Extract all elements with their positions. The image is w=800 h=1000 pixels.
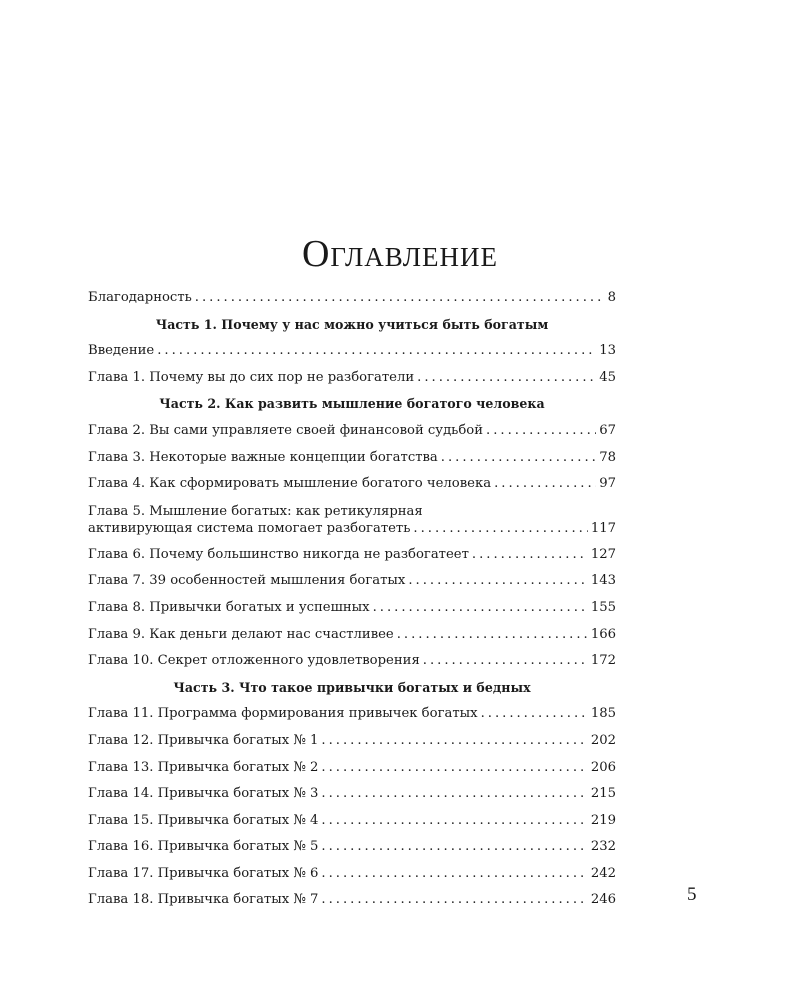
toc-entry-label: Глава 13. Привычка богатых № 2 bbox=[88, 759, 319, 775]
part-heading: Часть 3. Что такое привычки богатых и бедных bbox=[173, 679, 531, 695]
toc-entry-label: Глава 2. Вы сами управляете своей финансовой судьбой bbox=[88, 422, 484, 438]
toc-entry-label: Глава 12. Привычка богатых № 1 bbox=[88, 732, 319, 748]
toc-page-number: 45 bbox=[599, 369, 616, 385]
toc-entry[interactable] bbox=[88, 418, 616, 445]
toc-entry[interactable] bbox=[88, 728, 616, 755]
toc-entry-label: Глава 6. Почему большинство никогда не разбогатеет bbox=[88, 546, 469, 562]
toc-page-number: 13 bbox=[599, 343, 616, 359]
toc-entry-label: Глава 3. Некоторые важные концепции богатства bbox=[88, 449, 438, 465]
dot-leader bbox=[472, 542, 588, 569]
toc-page-number: 215 bbox=[590, 786, 616, 802]
dot-leader bbox=[195, 285, 605, 312]
toc-entry[interactable] bbox=[88, 338, 616, 365]
dot-leader bbox=[321, 728, 587, 755]
toc-page-number: 117 bbox=[590, 520, 616, 536]
toc-page-number: 8 bbox=[607, 290, 616, 305]
toc-entry-label: Глава 17. Привычка богатых № 6 bbox=[88, 865, 319, 881]
page-title: Оглавление bbox=[301, 233, 499, 275]
toc-entry-label: Глава 15. Привычка богатых № 4 bbox=[88, 812, 319, 828]
toc-entry[interactable] bbox=[88, 542, 616, 569]
toc-entry-label: Введение bbox=[88, 343, 155, 359]
dot-leader bbox=[494, 471, 596, 498]
dot-leader bbox=[408, 568, 587, 595]
toc-entry[interactable] bbox=[88, 887, 616, 914]
toc-entry-label: Глава 9. Как деньги делают нас счастливее bbox=[88, 626, 394, 642]
toc-page-number: 206 bbox=[590, 759, 616, 775]
toc-entry-label: Глава 10. Секрет отложенного удовлетворения bbox=[88, 653, 420, 669]
toc-page-number: 155 bbox=[590, 599, 616, 615]
dot-leader bbox=[417, 365, 596, 392]
toc-entry[interactable] bbox=[88, 595, 616, 622]
dot-leader bbox=[321, 861, 587, 888]
toc-page-number: 97 bbox=[599, 476, 616, 492]
toc-page-number: 67 bbox=[599, 422, 616, 438]
toc-entry[interactable] bbox=[88, 471, 616, 498]
toc-entry[interactable] bbox=[88, 365, 616, 392]
dot-leader bbox=[397, 622, 588, 649]
part-heading: Часть 1. Почему у нас можно учиться быть богатым bbox=[155, 316, 549, 332]
dot-leader bbox=[321, 834, 587, 861]
toc-entry[interactable] bbox=[88, 648, 616, 675]
toc-page-number: 246 bbox=[590, 892, 616, 908]
toc-page-number: 242 bbox=[590, 865, 616, 881]
toc-entry-label: Глава 18. Привычка богатых № 7 bbox=[88, 892, 319, 908]
toc-page-number: 143 bbox=[590, 573, 616, 589]
toc-entry-label: Глава 8. Привычки богатых и успешных bbox=[88, 599, 370, 615]
dot-leader bbox=[423, 648, 588, 675]
toc-entry[interactable] bbox=[88, 755, 616, 782]
toc-page-number: 78 bbox=[599, 449, 616, 465]
toc-entry-label: Благодарность bbox=[88, 290, 192, 305]
toc-entry-label: Глава 5. Мышление богатых: как ретикулярная bbox=[88, 503, 423, 519]
dot-leader bbox=[373, 595, 588, 622]
toc-entry-label: активирующая система помогает разбогатеть bbox=[88, 520, 411, 536]
toc-entry-label: Глава 14. Привычка богатых № 3 bbox=[88, 786, 319, 802]
toc-entry[interactable] bbox=[88, 781, 616, 808]
toc-entry[interactable] bbox=[88, 622, 616, 649]
toc-page-number: 202 bbox=[590, 732, 616, 748]
toc-entry[interactable] bbox=[88, 834, 616, 861]
toc-entry[interactable] bbox=[88, 861, 616, 888]
toc-entry[interactable] bbox=[88, 445, 616, 472]
dot-leader bbox=[321, 781, 587, 808]
dot-leader bbox=[157, 338, 596, 365]
dot-leader bbox=[413, 520, 587, 537]
toc-entry[interactable] bbox=[88, 568, 616, 595]
toc-entry[interactable] bbox=[88, 701, 616, 728]
part-heading: Часть 2. Как развить мышление богатого человека bbox=[159, 396, 545, 412]
toc-page-number: 185 bbox=[590, 706, 616, 722]
dot-leader bbox=[441, 445, 596, 472]
page-number: 5 bbox=[687, 884, 697, 905]
table-of-contents bbox=[88, 285, 616, 914]
toc-entry-label: Глава 7. 39 особенностей мышления богатых bbox=[88, 573, 406, 589]
dot-leader bbox=[321, 887, 587, 914]
toc-entry-label: Глава 4. Как сформировать мышление богатого человека bbox=[88, 476, 492, 492]
dot-leader bbox=[486, 418, 596, 445]
toc-page-number: 172 bbox=[590, 653, 616, 669]
toc-entry[interactable] bbox=[88, 285, 616, 312]
toc-page-number: 127 bbox=[590, 546, 616, 562]
toc-entry-label: Глава 1. Почему вы до сих пор не разбогатели bbox=[88, 369, 415, 385]
toc-entry-line bbox=[88, 520, 616, 537]
toc-page-number: 166 bbox=[590, 626, 616, 642]
dot-leader bbox=[481, 701, 588, 728]
dot-leader bbox=[321, 808, 587, 835]
toc-entry[interactable] bbox=[88, 808, 616, 835]
toc-entry-label: Глава 11. Программа формирования привычек богатых bbox=[88, 706, 478, 722]
dot-leader bbox=[321, 755, 587, 782]
toc-entry-label: Глава 16. Привычка богатых № 5 bbox=[88, 839, 319, 855]
toc-entry[interactable] bbox=[88, 498, 616, 542]
toc-page-number: 232 bbox=[590, 839, 616, 855]
toc-page-number: 219 bbox=[590, 812, 616, 828]
